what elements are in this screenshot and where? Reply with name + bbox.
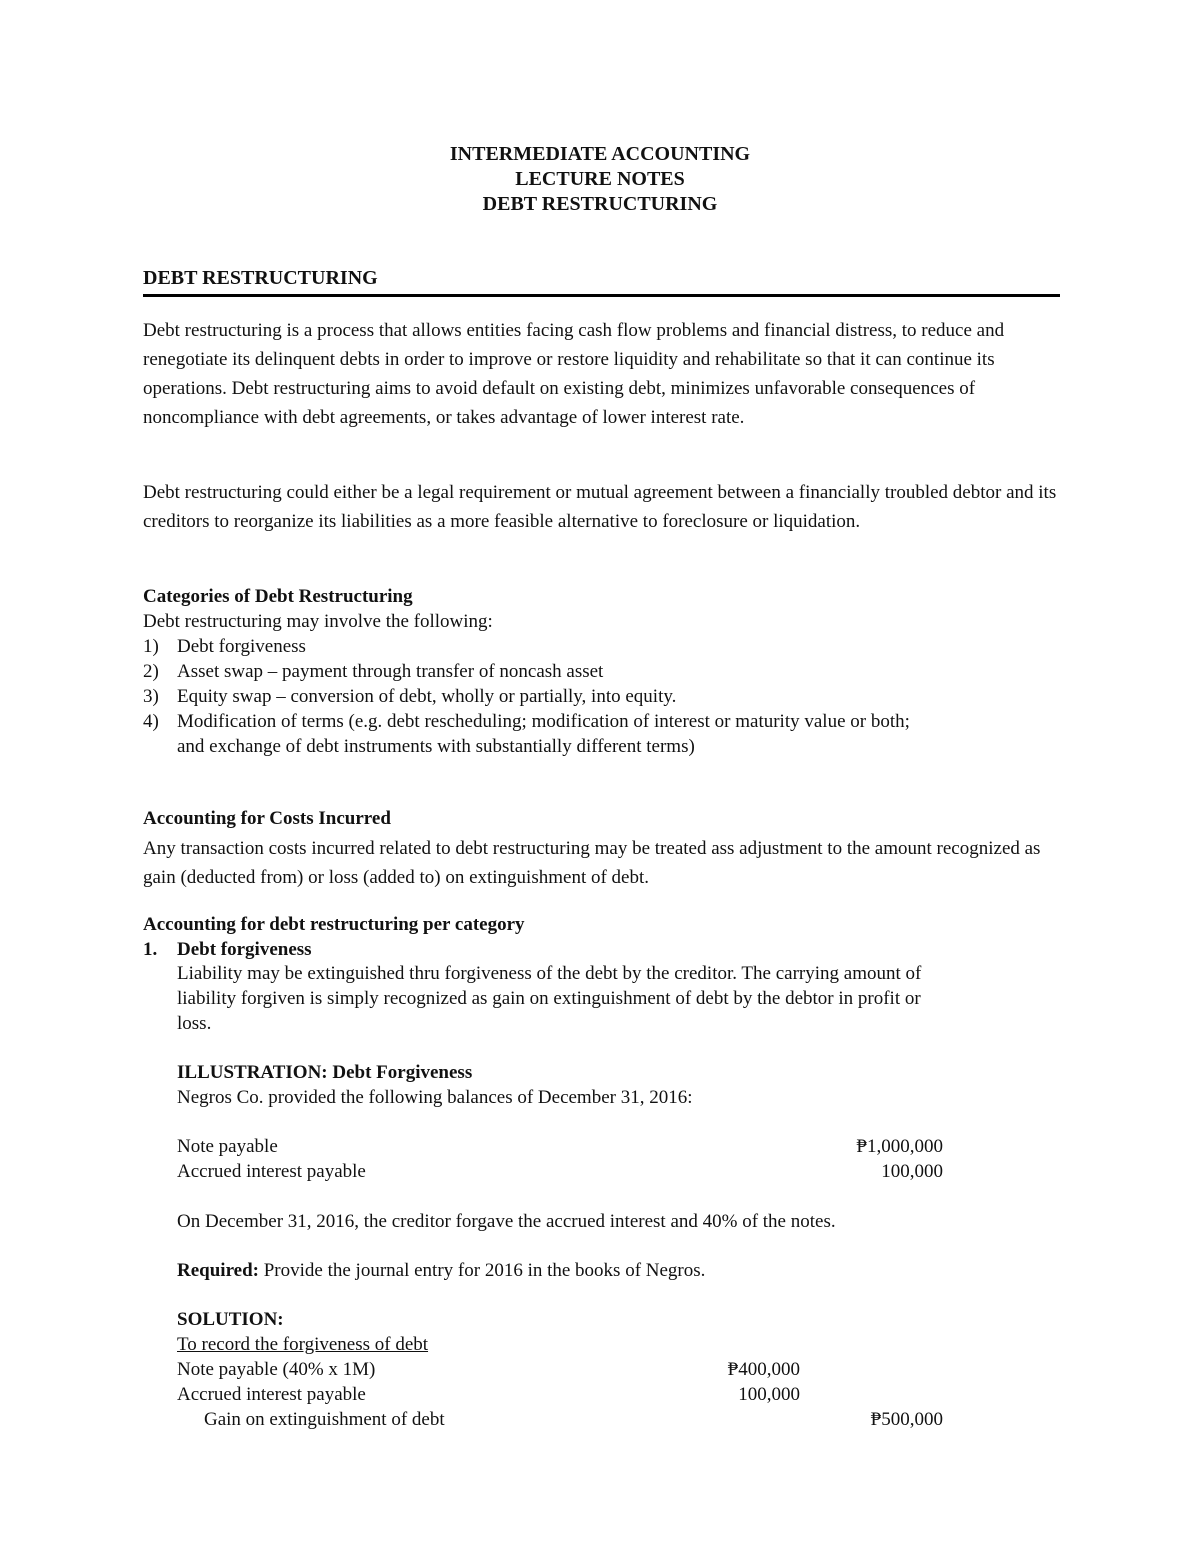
list-item-number: 1) — [143, 636, 159, 657]
per-category-item-body: Liability may be extinguished thru forgiveness of the debt by the creditor. The carrying amount of — [177, 963, 922, 984]
list-item-continuation: and exchange of debt instruments with substantially different terms) — [177, 736, 695, 757]
per-category-item-body: loss. — [177, 1013, 212, 1034]
illustration-lead: Negros Co. provided the following balances of December 31, 2016: — [177, 1087, 693, 1108]
costs-body: Any transaction costs incurred related to debt restructuring may be treated ass adjustment to the amount recognized as gain (deducted from) or loss (added to) on extinguishment of debt. — [143, 838, 1041, 888]
intro-paragraph-1: Debt restructuring is a process that allows entities facing cash flow problems and financial distress, to reduce and renegotiate its delinquent debts in order to improve or restore liquidity and rehabilitate so that it can continue its operations. Debt restructuring aims to avoid default on existing debt, minimizes unfavorable consequences of noncompliance with debt agreements, or takes advantage of lower interest rate. — [143, 320, 1005, 428]
list-item: Asset swap – payment through transfer of noncash asset — [177, 661, 604, 682]
costs-heading: Accounting for Costs Incurred — [143, 808, 391, 829]
categories-lead: Debt restructuring may involve the following: — [143, 611, 493, 632]
list-item: Modification of terms (e.g. debt rescheduling; modification of interest or maturity value or both; — [177, 711, 910, 732]
illustration-event: On December 31, 2016, the creditor forgave the accrued interest and 40% of the notes. — [177, 1211, 836, 1232]
required-text: Provide the journal entry for 2016 in the books of Negros. — [258, 1260, 706, 1281]
list-item: Debt forgiveness — [177, 636, 306, 657]
journal-credit: ₱500,000 — [870, 1409, 943, 1430]
journal-account: Gain on extinguishment of debt — [204, 1409, 445, 1430]
required-label: Required: — [177, 1260, 259, 1281]
journal-debit: ₱400,000 — [727, 1359, 800, 1380]
balance-amount: ₱1,000,000 — [856, 1136, 943, 1157]
intro-paragraph-2: Debt restructuring could either be a legal requirement or mutual agreement between a financially troubled debtor and its creditors to reorganize its liabilities as a more feasible alternative to foreclosure or liquidation. — [143, 482, 1057, 532]
header-course: INTERMEDIATE ACCOUNTING — [449, 143, 751, 165]
per-category-item-number: 1. — [143, 939, 158, 960]
header-subtitle: LECTURE NOTES — [515, 168, 685, 190]
list-item-number: 3) — [143, 686, 159, 707]
section-divider — [143, 294, 1060, 297]
journal-account: Note payable (40% x 1M) — [177, 1359, 376, 1380]
balance-amount: 100,000 — [881, 1161, 943, 1182]
solution-heading: SOLUTION: — [177, 1309, 284, 1330]
solution-caption: To record the forgiveness of debt — [177, 1334, 429, 1355]
list-item: Equity swap – conversion of debt, wholly or partially, into equity. — [177, 686, 677, 707]
header-topic: DEBT RESTRUCTURING — [482, 193, 718, 215]
journal-debit: 100,000 — [738, 1384, 800, 1405]
per-category-item-title: Debt forgiveness — [177, 939, 312, 960]
list-item-number: 4) — [143, 711, 159, 732]
per-category-heading: Accounting for debt restructuring per category — [143, 914, 525, 935]
illustration-heading: ILLUSTRATION: Debt Forgiveness — [177, 1062, 473, 1083]
journal-account: Accrued interest payable — [177, 1384, 366, 1405]
categories-heading: Categories of Debt Restructuring — [143, 586, 413, 607]
required-line — [177, 1260, 705, 1282]
balance-label: Accrued interest payable — [177, 1161, 366, 1182]
list-item-number: 2) — [143, 661, 159, 682]
section-title: DEBT RESTRUCTURING — [143, 267, 378, 289]
balance-label: Note payable — [177, 1136, 278, 1157]
per-category-item-body: liability forgiven is simply recognized as gain on extinguishment of debt by the debtor in profit or — [177, 988, 921, 1009]
